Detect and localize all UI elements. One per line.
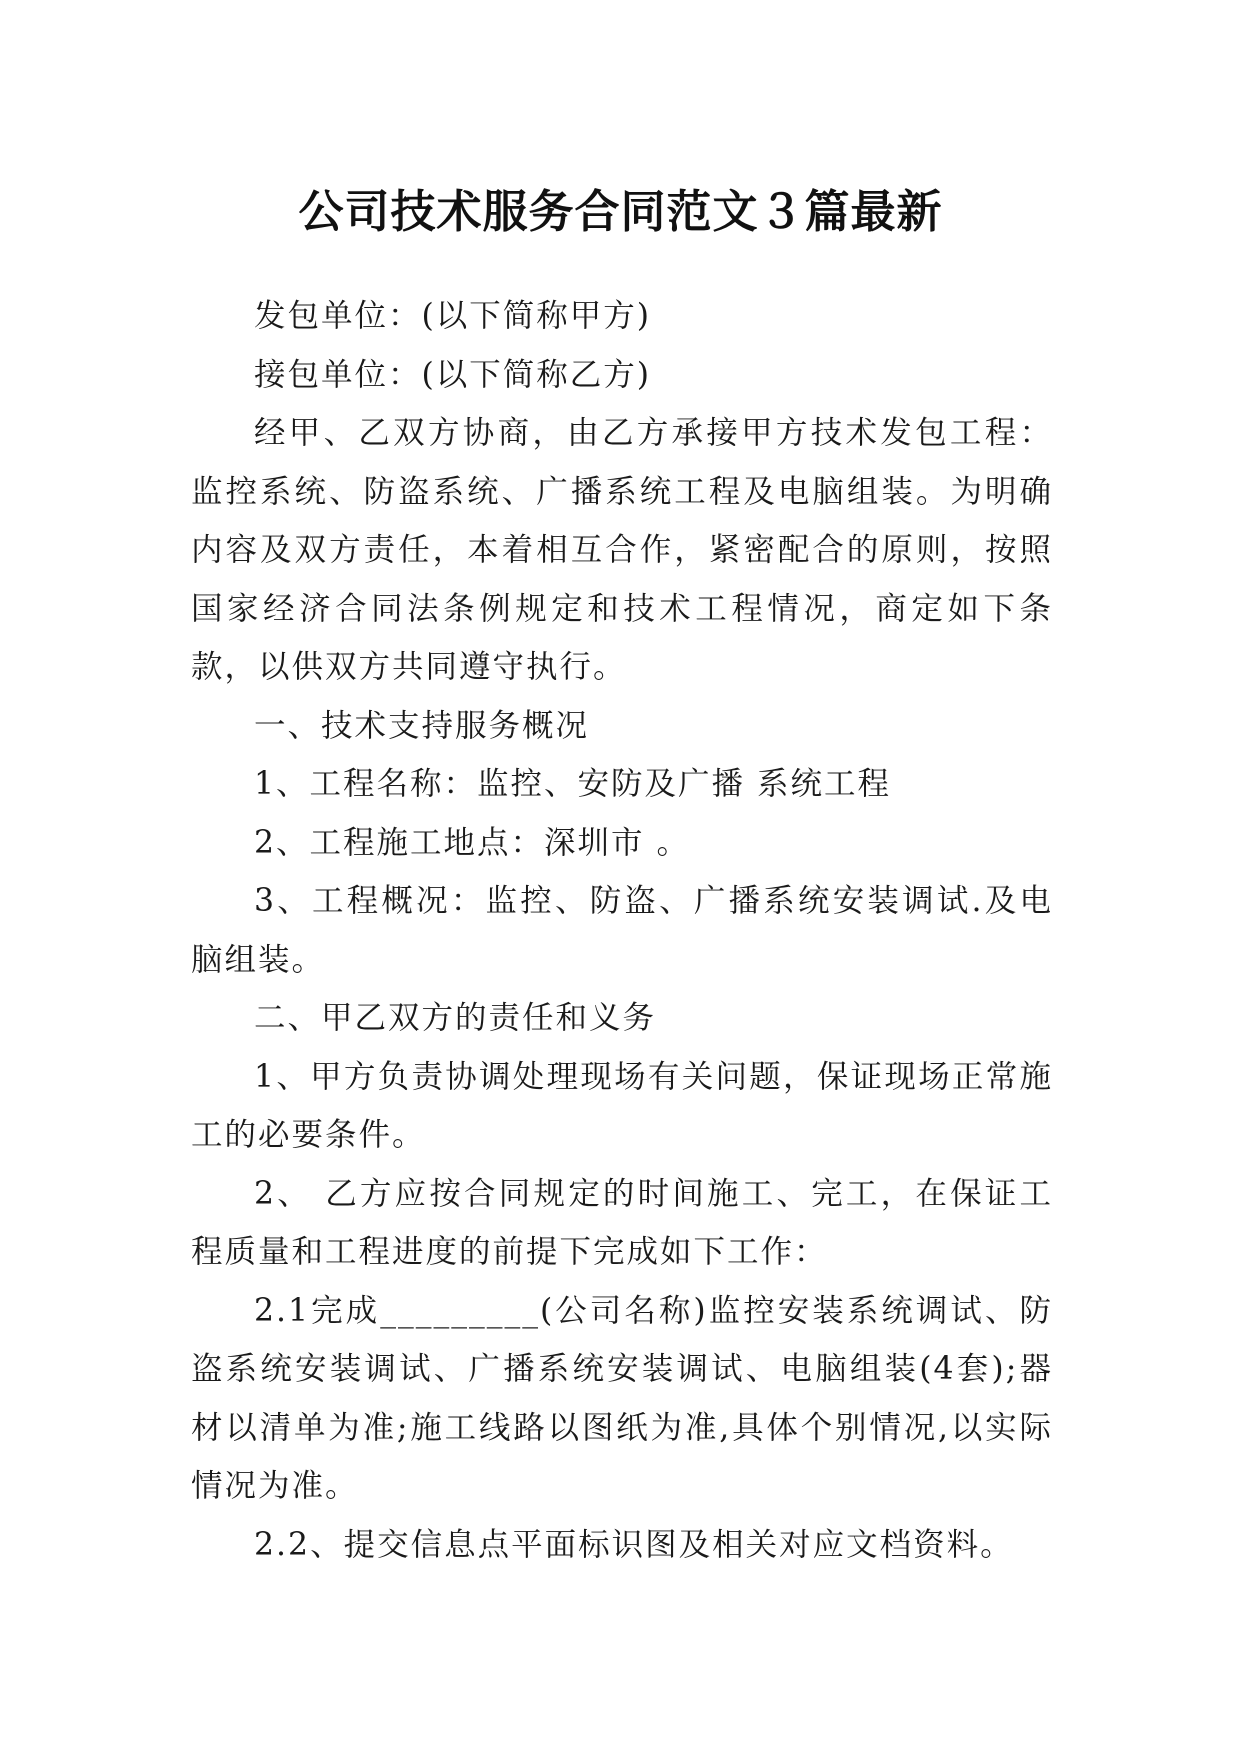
section-heading-responsibilities: 二、甲乙双方的责任和义务	[254, 1000, 657, 1036]
paragraph-clause-2-1: 2.1完成_________(公司名称)监控安装系统调试、防盗系统安装调试、广播系统安装调试、电脑组装(4套);器材以清单为准;施工线路以图纸为准,具体个别情况,以实际情况为准。	[191, 1292, 1053, 1504]
paragraph-project-location: 2、工程施工地点：深圳市 。	[254, 824, 691, 861]
document-title: 公司技术服务合同范文３篇最新	[298, 185, 943, 239]
paragraph-contractor: 发包单位：(以下简称甲方)	[254, 298, 652, 334]
paragraph-clause-2-2: 2.2、提交信息点平面标识图及相关对应文档资料。	[254, 1526, 1014, 1563]
paragraph-subcontractor: 接包单位：(以下简称乙方)	[254, 356, 652, 393]
paragraph-project-name: 1、工程名称：监控、安防及广播 系统工程	[254, 766, 892, 802]
section-heading-overview: 一、技术支持服务概况	[254, 707, 590, 744]
document-body	[191, 287, 1053, 1574]
paragraph-project-summary: 3、工程概况：监控、防盗、广播系统安装调试.及电脑组装。	[191, 883, 1053, 978]
paragraph-party-b-duty: 2、 乙方应按合同规定的时间施工、完工，在保证工程质量和工程进度的前提下完成如下工作：	[191, 1175, 1053, 1270]
paragraph-preamble: 经甲、乙双方协商，由乙方承接甲方技术发包工程：监控系统、防盗系统、广播系统工程及电脑组装。为明确内容及双方责任，本着相互合作，紧密配合的原则，按照国家经济合同法条例规定和技术工程情况，商定如下条款，以供双方共同遵守执行。	[191, 415, 1053, 685]
paragraph-party-a-duty: 1、甲方负责协调处理现场有关问题，保证现场正常施工的必要条件。	[191, 1058, 1053, 1153]
